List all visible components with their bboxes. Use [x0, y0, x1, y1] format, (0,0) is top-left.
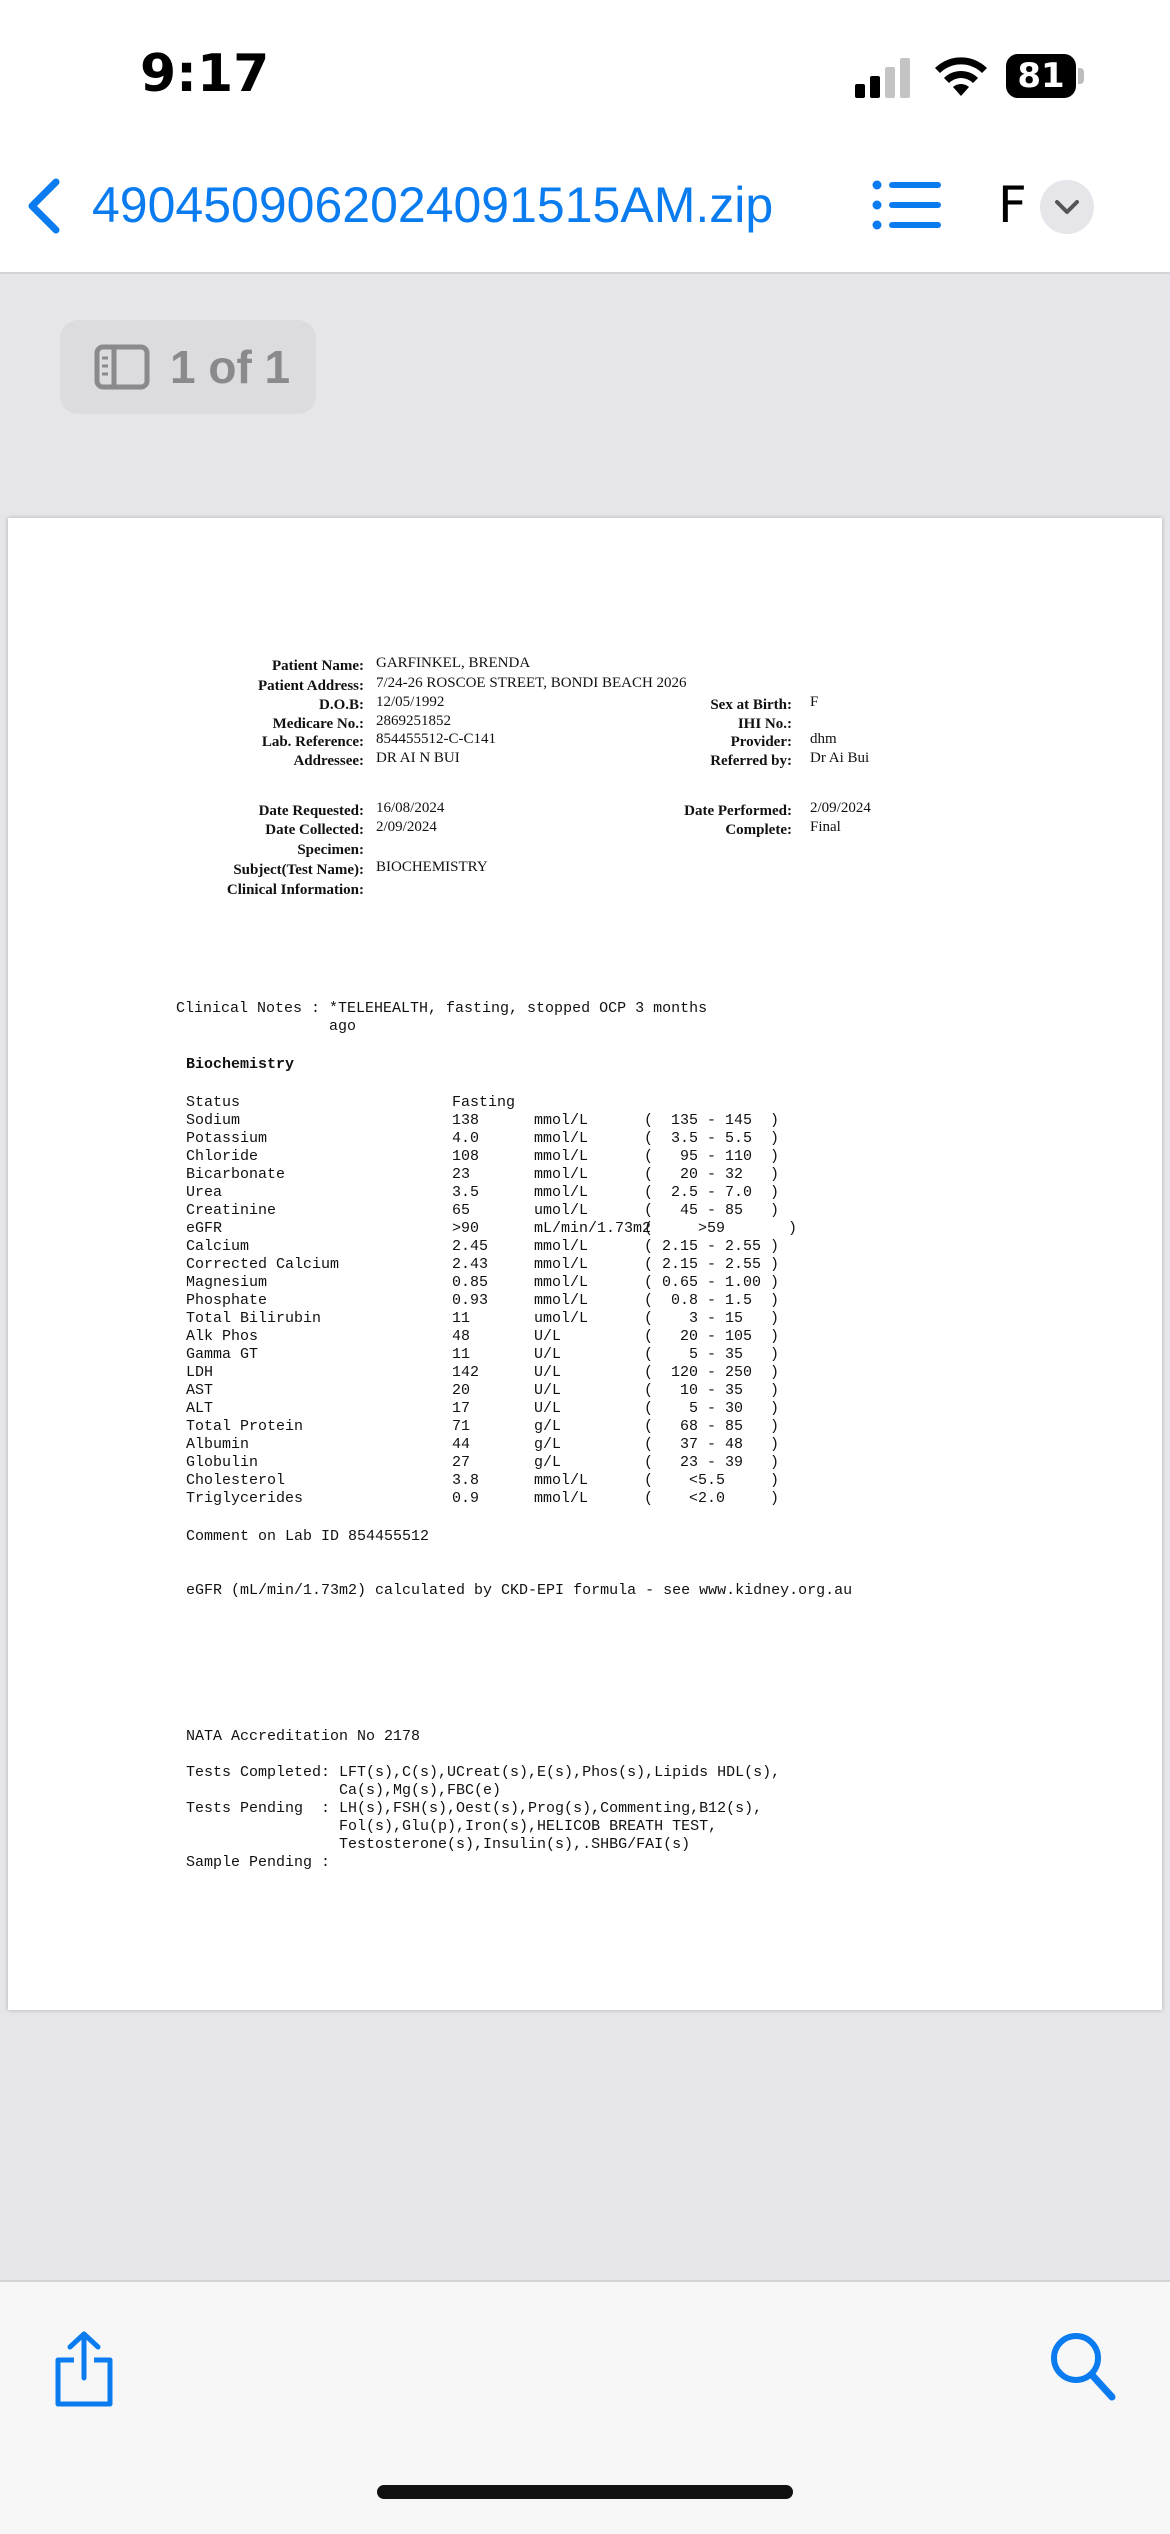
label-referred-by: Referred by: — [710, 753, 792, 769]
page-count: 1 of 1 — [170, 341, 291, 393]
clinical-notes-cont: ago — [176, 1018, 357, 1035]
result-unit: mmol/L — [534, 1274, 589, 1291]
result-value: 108 — [452, 1148, 480, 1165]
label-lab-reference: Lab. Reference: — [261, 734, 364, 750]
egfr-note: eGFR (mL/min/1.73m2) calculated by CKD-EPI formula - see www.kidney.org.au — [186, 1582, 853, 1599]
result-unit: U/L — [534, 1364, 562, 1381]
result-value: 0.9 — [452, 1490, 480, 1507]
result-name: Bicarbonate — [186, 1166, 286, 1183]
result-unit: g/L — [534, 1436, 562, 1453]
result-unit: mmol/L — [534, 1130, 589, 1147]
section-title: Biochemistry — [186, 1056, 295, 1073]
result-value: 11 — [452, 1346, 471, 1363]
battery-icon — [1006, 54, 1086, 98]
result-range: ( 37 - 48 ) — [644, 1436, 780, 1453]
result-name: Urea — [186, 1184, 223, 1201]
result-value: 17 — [452, 1400, 471, 1417]
value-date-performed: 2/09/2024 — [810, 800, 871, 816]
result-value: 0.93 — [452, 1292, 489, 1309]
result-unit: U/L — [534, 1346, 562, 1363]
result-value: 3.5 — [452, 1184, 480, 1201]
result-unit: mmol/L — [534, 1490, 589, 1507]
nata-accreditation: NATA Accreditation No 2178 — [186, 1728, 421, 1745]
result-range: ( 10 - 35 ) — [644, 1382, 780, 1399]
lab-comment: Comment on Lab ID 854455512 — [186, 1528, 430, 1545]
result-name: Globulin — [186, 1454, 259, 1471]
home-indicator — [377, 2485, 793, 2499]
value-referred-by: Dr Ai Bui — [810, 750, 870, 766]
label-subject: Subject(Test Name): — [233, 862, 364, 878]
result-unit: U/L — [534, 1328, 562, 1345]
result-value: 48 — [452, 1328, 471, 1345]
result-value: Fasting — [452, 1094, 516, 1111]
result-name: Status — [186, 1094, 241, 1111]
result-range: ( <2.0 ) — [644, 1490, 780, 1507]
value-lab-reference: 854455512-C-C141 — [376, 731, 496, 747]
result-name: Total Protein — [186, 1418, 304, 1435]
label-dob: D.O.B: — [319, 697, 364, 713]
label-complete: Complete: — [725, 822, 792, 838]
result-name: Corrected Calcium — [186, 1256, 340, 1273]
result-unit: mmol/L — [534, 1292, 589, 1309]
result-value: 20 — [452, 1382, 471, 1399]
page-indicator[interactable] — [60, 320, 316, 414]
result-unit: mmol/L — [534, 1256, 589, 1273]
wifi-icon — [934, 54, 988, 98]
label-addressee: Addressee: — [293, 753, 364, 769]
result-unit: g/L — [534, 1418, 562, 1435]
tests-completed-cont: Ca(s),Mg(s),FBC(e) — [186, 1782, 502, 1799]
label-patient-name: Patient Name: — [271, 658, 364, 674]
result-range: ( 95 - 110 ) — [644, 1148, 780, 1165]
result-range: ( 5 - 35 ) — [644, 1346, 780, 1363]
result-value: 0.85 — [452, 1274, 489, 1291]
value-complete: Final — [810, 819, 841, 835]
result-range: ( 20 - 32 ) — [644, 1166, 780, 1183]
value-dob: 12/05/1992 — [376, 694, 445, 710]
result-range: ( 120 - 250 ) — [644, 1364, 780, 1381]
result-range: ( 3 - 15 ) — [644, 1310, 780, 1327]
result-name: Triglycerides — [186, 1490, 304, 1507]
result-name: Magnesium — [186, 1274, 268, 1291]
cellular-signal-icon — [855, 58, 915, 98]
result-unit: umol/L — [534, 1202, 589, 1219]
share-icon[interactable] — [52, 2330, 116, 2408]
label-date-performed: Date Performed: — [684, 803, 792, 819]
result-name: Calcium — [186, 1238, 250, 1255]
result-name: Total Bilirubin — [186, 1310, 322, 1327]
result-range: ( 5 - 30 ) — [644, 1400, 780, 1417]
result-unit: mmol/L — [534, 1184, 589, 1201]
result-range: ( 0.65 - 1.00 ) — [644, 1274, 780, 1291]
result-range: ( <5.5 ) — [644, 1472, 780, 1489]
status-time: 9:17 — [140, 44, 270, 104]
result-value: 65 — [452, 1202, 471, 1219]
result-value: 3.8 — [452, 1472, 480, 1489]
result-value: >90 — [452, 1220, 480, 1237]
result-name: AST — [186, 1382, 214, 1399]
label-specimen: Specimen: — [297, 842, 364, 858]
result-unit: mmol/L — [534, 1148, 589, 1165]
result-name: Gamma GT — [186, 1346, 259, 1363]
result-name: Creatinine — [186, 1202, 277, 1219]
result-unit: mmol/L — [534, 1472, 589, 1489]
list-icon[interactable] — [872, 180, 942, 230]
result-name: ALT — [186, 1400, 214, 1417]
result-range: ( 20 - 105 ) — [644, 1328, 780, 1345]
result-range: ( 2.15 - 2.55 ) — [644, 1238, 780, 1255]
sample-pending: Sample Pending : — [186, 1854, 331, 1871]
result-name: Sodium — [186, 1112, 241, 1129]
tests-pending-cont-2: Testosterone(s),Insulin(s),.SHBG/FAI(s) — [186, 1836, 691, 1853]
result-value: 138 — [452, 1112, 480, 1129]
sidebar-icon — [94, 344, 150, 390]
label-patient-address: Patient Address: — [258, 678, 364, 694]
more-options-button[interactable] — [1040, 180, 1094, 234]
result-unit: umol/L — [534, 1310, 589, 1327]
result-value: 23 — [452, 1166, 471, 1183]
result-value: 71 — [452, 1418, 471, 1435]
result-value: 11 — [452, 1310, 471, 1327]
result-value: 2.45 — [452, 1238, 489, 1255]
result-unit: U/L — [534, 1400, 562, 1417]
value-medicare: 2869251852 — [376, 713, 451, 729]
battery-level: 81 — [1006, 54, 1076, 98]
result-range: ( 23 - 39 ) — [644, 1454, 780, 1471]
result-value: 2.43 — [452, 1256, 489, 1273]
label-provider: Provider: — [730, 734, 792, 750]
document-title: 4904509062024091515AM.zip — [92, 177, 774, 233]
value-date-requested: 16/08/2024 — [376, 800, 445, 816]
tests-completed: Tests Completed: LFT(s),C(s),UCreat(s),E(s),Phos(s),Lipids HDL(s), — [186, 1764, 781, 1781]
result-value: 44 — [452, 1436, 471, 1453]
value-sex: F — [810, 694, 819, 710]
value-provider: dhm — [810, 731, 837, 747]
result-value: 4.0 — [452, 1130, 480, 1147]
result-unit: U/L — [534, 1382, 562, 1399]
tests-pending-cont: Fol(s),Glu(p),Iron(s),HELICOB BREATH TEST, — [186, 1818, 718, 1835]
top-bar — [0, 0, 1170, 274]
value-patient-name: GARFINKEL, BRENDA — [376, 655, 531, 671]
label-sex: Sex at Birth: — [710, 697, 792, 713]
result-range: ( 2.15 - 2.55 ) — [644, 1256, 780, 1273]
label-date-collected: Date Collected: — [265, 822, 364, 838]
result-name: Chloride — [186, 1148, 259, 1165]
result-name: eGFR — [186, 1220, 223, 1237]
tests-pending: Tests Pending : LH(s),FSH(s),Oest(s),Prog(s),Commenting,B12(s), — [186, 1800, 763, 1817]
back-chevron-icon[interactable] — [24, 176, 64, 236]
result-range: ( 68 - 85 ) — [644, 1418, 780, 1435]
result-unit: mL/min/1.73m2 — [534, 1220, 652, 1237]
result-value: 142 — [452, 1364, 480, 1381]
value-patient-address: 7/24-26 ROSCOE STREET, BONDI BEACH 2026 — [376, 675, 687, 691]
label-ihi: IHI No.: — [737, 716, 792, 732]
result-value: 27 — [452, 1454, 471, 1471]
result-unit: mmol/L — [534, 1112, 589, 1129]
value-addressee: DR AI N BUI — [376, 750, 460, 766]
label-medicare: Medicare No.: — [272, 716, 364, 732]
result-name: Potassium — [186, 1130, 268, 1147]
result-name: Phosphate — [186, 1292, 268, 1309]
document-page — [8, 518, 1162, 2010]
search-icon[interactable] — [1048, 2330, 1116, 2402]
result-unit: mmol/L — [534, 1166, 589, 1183]
value-subject: BIOCHEMISTRY — [376, 859, 488, 875]
clinical-notes: Clinical Notes : *TELEHEALTH, fasting, stopped OCP 3 months — [176, 1000, 708, 1017]
result-name: Albumin — [186, 1436, 250, 1453]
result-range: ( 0.8 - 1.5 ) — [644, 1292, 780, 1309]
result-range: ( 2.5 - 7.0 ) — [644, 1184, 780, 1201]
label-date-requested: Date Requested: — [258, 803, 364, 819]
result-unit: g/L — [534, 1454, 562, 1471]
result-name: Alk Phos — [186, 1328, 259, 1345]
result-range: ( >59 ) — [644, 1220, 798, 1237]
result-range: ( 45 - 85 ) — [644, 1202, 780, 1219]
result-range: ( 3.5 - 5.5 ) — [644, 1130, 780, 1147]
result-name: LDH — [186, 1364, 214, 1381]
result-range: ( 135 - 145 ) — [644, 1112, 780, 1129]
markup-mode-label[interactable]: F — [998, 176, 1027, 234]
label-clinical-info: Clinical Information: — [226, 882, 364, 898]
result-unit: mmol/L — [534, 1238, 589, 1255]
chevron-down-icon — [1053, 194, 1081, 220]
result-name: Cholesterol — [186, 1472, 286, 1489]
value-date-collected: 2/09/2024 — [376, 819, 437, 835]
